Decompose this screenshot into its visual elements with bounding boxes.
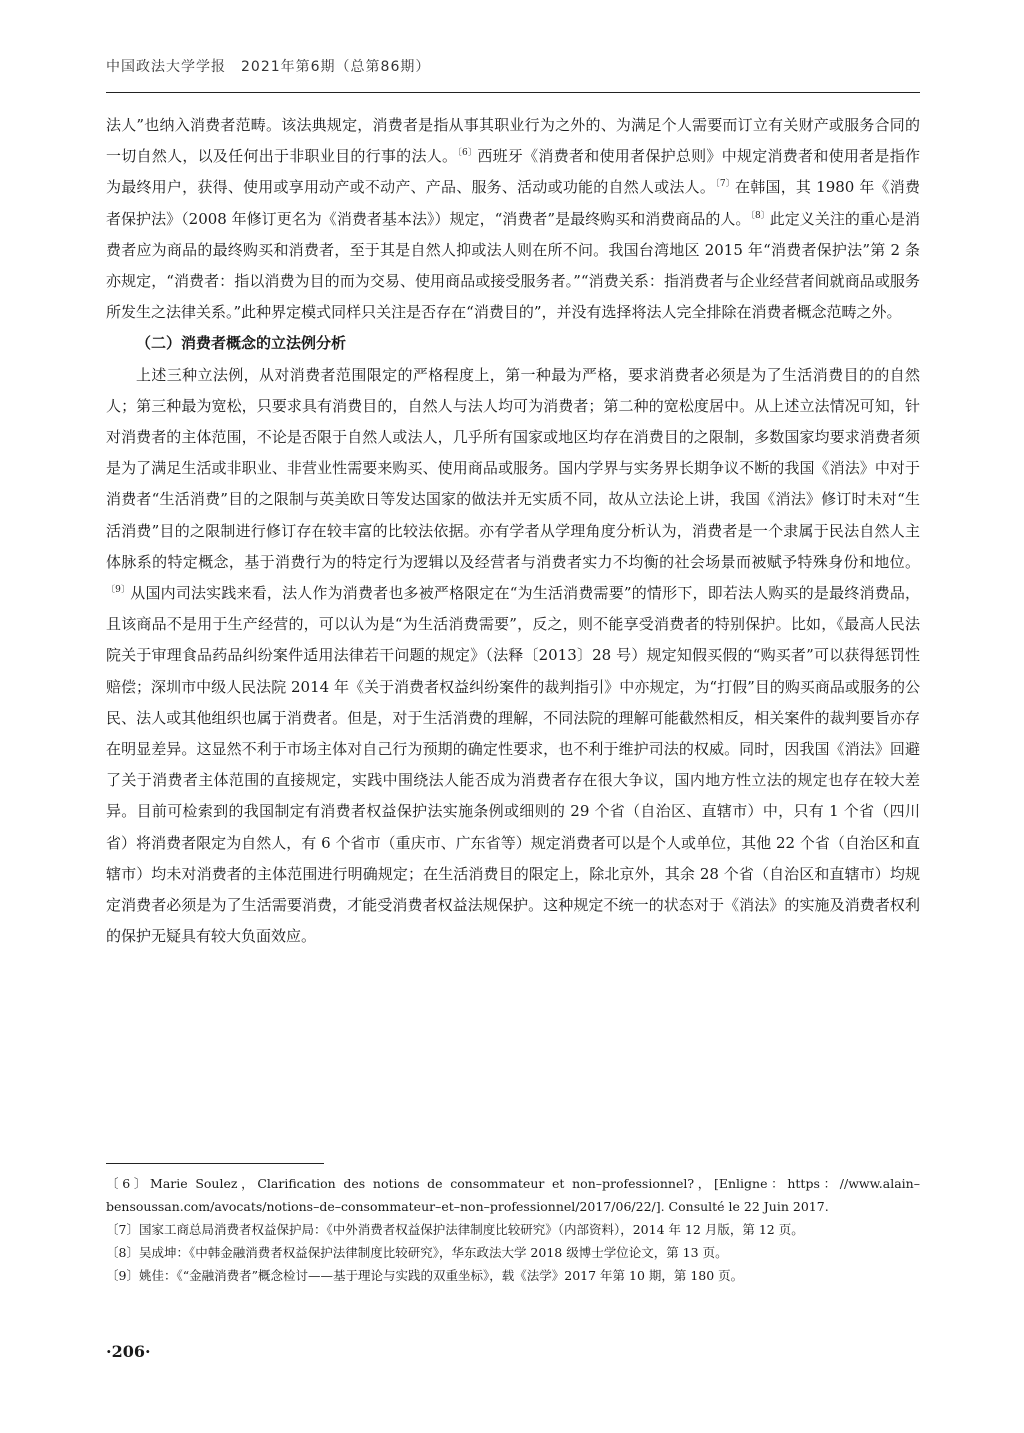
footnote-ref-6[interactable]: 〔6〕	[457, 148, 478, 159]
footnote-ref-9[interactable]: 〔9〕	[106, 585, 131, 596]
paragraph-text: 法人”也纳入消费者范畴。该法典规定，消费者是指从事其职业行为之外的、为满足个人需要而订立有关财产或服务合同的一切自然人，以及任何出于非职业目的行事的法人。	[106, 116, 920, 166]
header-rule	[106, 92, 920, 93]
paragraph-text: 在韩国，其 1980 年《消费者保护法》（2008 年修订更名为《消费者基本法》）规定，“消费者”是最终购买和消费商品的人。	[106, 178, 920, 228]
footnote-8: 〔8〕吴成坤：《中韩金融消费者权益保护法律制度比较研究》，华东政法大学 2018 级博士学位论文，第 13 页。	[106, 1245, 728, 1260]
section-heading: （二）消费者概念的立法例分析	[136, 334, 347, 353]
paragraph-2	[106, 360, 920, 953]
running-header: 中国政法大学学报 2021年第6期（总第86期）	[106, 59, 431, 75]
footnote-9: 〔9〕姚佳：《“金融消费者”概念检讨——基于理论与实践的双重坐标》，载《法学》2017 年第 10 期，第 180 页。	[106, 1268, 744, 1283]
paragraph-text: 西班牙《消费者和使用者保护总则》中规定消费者和使用者是指作为最终用户，获得、使用或享用动产或不动产、产品、服务、活动或功能的自然人或法人。	[106, 147, 920, 197]
paragraph-text: 从国内司法实践来看，法人作为消费者也多被严格限定在“为生活消费需要”的情形下，即若法人购买的是最终消费品，且该商品不是用于生产经营的，可以认为是“为生活消费需要”，反之，则不能享受消费者的特别保护。比如，《最高人民法院关于审理食品药品纠纷案件适用法律若干问题的规定》（法释〔2013〕28 号）规定知假买假的“购买者”可以获得惩罚性赔偿；深圳市中级人民法院 2014 年《关于消费者权益纠纷案件的裁判指引》中亦规定，为“打假”目的购买商品或服务的公民、法人或其他组织也属于消费者。但是，对于生活消费的理解，不同法院的理解可能截然相反，相关案件的裁判要旨亦存在明显差异。这显然不利于市场主体对自己行为预期的确定性要求，也不利于维护司法的权威。同时，因我国《消法》回避了关于消费者主体范围的直接规定，实践中围绕法人能否成为消费者存在很大争议，国内地方性立法的规定也存在较大差异。目前可检索到的我国制定有消费者权益保护法实施条例或细则的 29 个省（自治区、直辖市）中，只有 1 个省（四川省）将消费者限定为自然人，有 6 个省市（重庆市、广东省等）规定消费者可以是个人或单位，其他 22 个省（自治区和直辖市）均未对消费者的主体范围进行明确规定；在生活消费目的限定上，除北京外，其余 28 个省（自治区和直辖市）均规定消费者必须是为了生活需要消费，才能受消费者权益法规保护。这种规定不统一的状态对于《消法》的实施及消费者权利的保护无疑具有较大负面效应。	[106, 584, 921, 946]
footnote-ref-7[interactable]: 〔7〕	[715, 179, 736, 190]
paragraph-text: 此定义关注的重心是消费者应为商品的最终购买和消费者，至于其是自然人抑或法人则在所不问。我国台湾地区 2015 年“消费者保护法”第 2 条亦规定，“消费者：指以消费为目的而为交易、使用商品或接受服务者。”“消费关系：指消费者与企业经营者间就商品或服务所发生之法律关系。”此种界定模式同样只关注是否存在“消费目的”，并没有选择将法人完全排除在消费者概念范畴之外。	[106, 209, 920, 322]
footnote-6: 〔6〕Marie Soulez，Clarification des notions de consommateur et non–professionnel?，[Enligne：https：//www.alain–bensoussan.com/avocats/notions–de–consommateur–et–non–professionnel/2017/06/22/]. Consulté le 22 Juin 2017.	[106, 1176, 920, 1214]
footnote-ref-8[interactable]: 〔8〕	[750, 210, 770, 221]
article-body	[106, 110, 920, 952]
footnotes	[106, 1172, 920, 1287]
footnote-7: 〔7〕国家工商总局消费者权益保护局：《中外消费者权益保护法律制度比较研究》（内部资料），2014 年 12 月版，第 12 页。	[106, 1222, 804, 1237]
page-number: ·206·	[106, 1342, 151, 1361]
footnote-divider	[106, 1163, 324, 1164]
paragraph-text: 上述三种立法例，从对消费者范围限定的严格程度上，第一种最为严格，要求消费者必须是为了生活消费目的的自然人；第三种最为宽松，只要求具有消费目的，自然人与法人均可为消费者；第二种的宽松度居中。从上述立法情况可知，针对消费者的主体范围，不论是否限于自然人或法人，几乎所有国家或地区均存在消费目的之限制，多数国家均要求消费者须是为了满足生活或非职业、非营业性需要来购买、使用商品或服务。国内学界与实务界长期争议不断的我国《消法》中对于消费者“生活消费”目的之限制与英美欧日等发达国家的做法并无实质不同，故从立法论上讲，我国《消法》修订时未对“生活消费”目的之限制进行修订存在较丰富的比较法依据。亦有学者从学理角度分析认为，消费者是一个隶属于民法自然人主体脉系的特定概念，基于消费行为的特定行为逻辑以及经营者与消费者实力不均衡的社会场景而被赋予特殊身份和地位。	[106, 365, 920, 571]
paragraph-1	[106, 110, 920, 328]
